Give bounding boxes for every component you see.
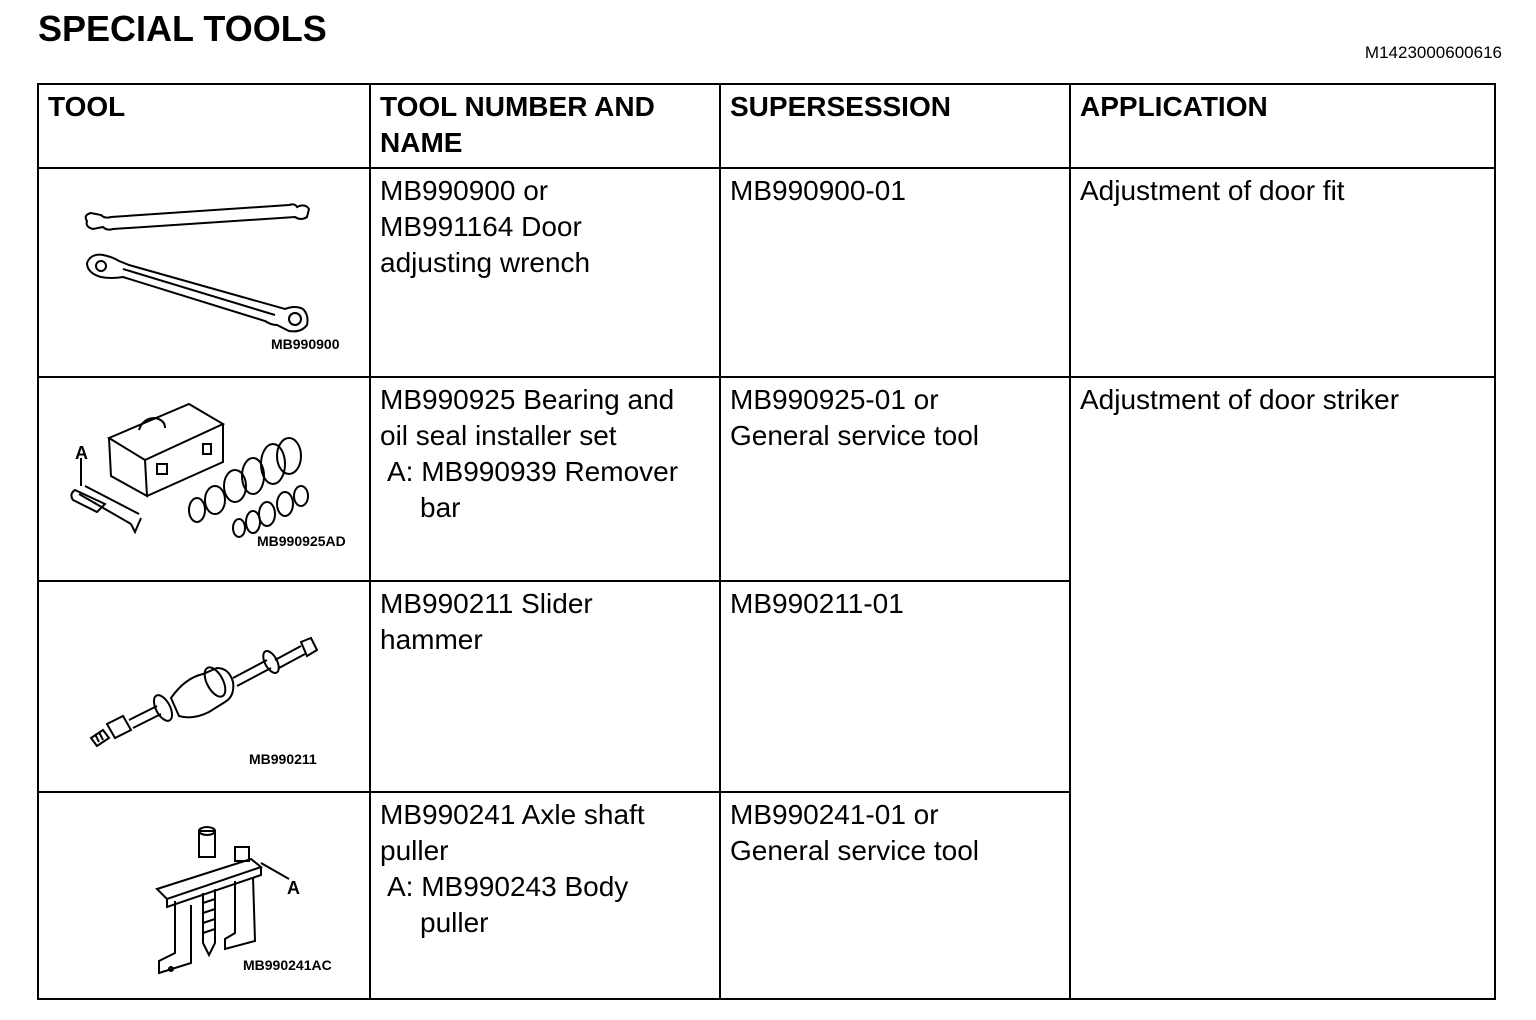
callout-letter: A (287, 878, 300, 898)
tool-name-line: puller (380, 835, 449, 866)
supersession-line: MB990241-01 or (730, 799, 939, 830)
tool-name-cell (370, 168, 720, 377)
table-row (38, 168, 1495, 377)
tool-code-label: MB990900 (271, 336, 340, 352)
table-header-row (38, 84, 1495, 168)
application-cell: Adjustment of door fit (1070, 168, 1495, 377)
tool-name-cell (370, 377, 720, 581)
header-tool-number-and-name: TOOL NUMBER AND NAME (370, 84, 720, 168)
header-supersession: SUPERSESSION (720, 84, 1070, 168)
tool-cell (38, 377, 370, 581)
tool-name-cell (370, 581, 720, 792)
supersession-line: MB990211-01 (730, 588, 904, 619)
sub-component-line: puller (420, 907, 489, 938)
sub-component-line: bar (420, 492, 461, 523)
table-row (38, 377, 1495, 581)
tool-code-label: MB990925AD (257, 533, 346, 549)
tool-name-line: MB990900 or (380, 175, 549, 206)
tool-cell (38, 792, 370, 999)
supersession-line: General service tool (730, 420, 980, 451)
tool-name-line: MB991164 Door (380, 211, 582, 242)
tool-name-cell (370, 792, 720, 999)
tool-name-line: adjusting wrench (380, 247, 591, 278)
sub-component-line: A: MB990939 Remover (387, 456, 679, 487)
supersession-line: MB990900-01 (730, 175, 906, 206)
tool-code-label: MB990211 (249, 751, 317, 767)
supersession-cell (720, 168, 1070, 377)
page-title: SPECIAL TOOLS (38, 8, 327, 49)
supersession-cell (720, 792, 1070, 999)
document-id: M1423000600616 (1364, 43, 1502, 62)
tool-code-label: MB990241AC (243, 957, 332, 973)
sub-component-line: A: MB990243 Body (387, 871, 629, 902)
header-tool: TOOL (38, 84, 370, 168)
tool-name-line: MB990211 Slider (380, 588, 593, 619)
special-tools-table (37, 83, 1496, 1000)
tool-cell (38, 168, 370, 377)
tool-name-line: MB990925 Bearing and (380, 384, 675, 415)
supersession-cell (720, 581, 1070, 792)
tool-name-line: hammer (380, 624, 483, 655)
supersession-line: MB990925-01 or (730, 384, 939, 415)
callout-letter: A (75, 443, 88, 463)
application-cell: Adjustment of door striker (1070, 377, 1495, 999)
tool-name-line: MB990241 Axle shaft (380, 799, 645, 830)
supersession-cell (720, 377, 1070, 581)
tool-name-line: oil seal installer set (380, 420, 617, 451)
tool-cell (38, 581, 370, 792)
supersession-line: General service tool (730, 835, 980, 866)
installer-set-illustration (39, 378, 369, 580)
slide-hammer-illustration (39, 582, 369, 791)
header-application: APPLICATION (1070, 84, 1495, 168)
